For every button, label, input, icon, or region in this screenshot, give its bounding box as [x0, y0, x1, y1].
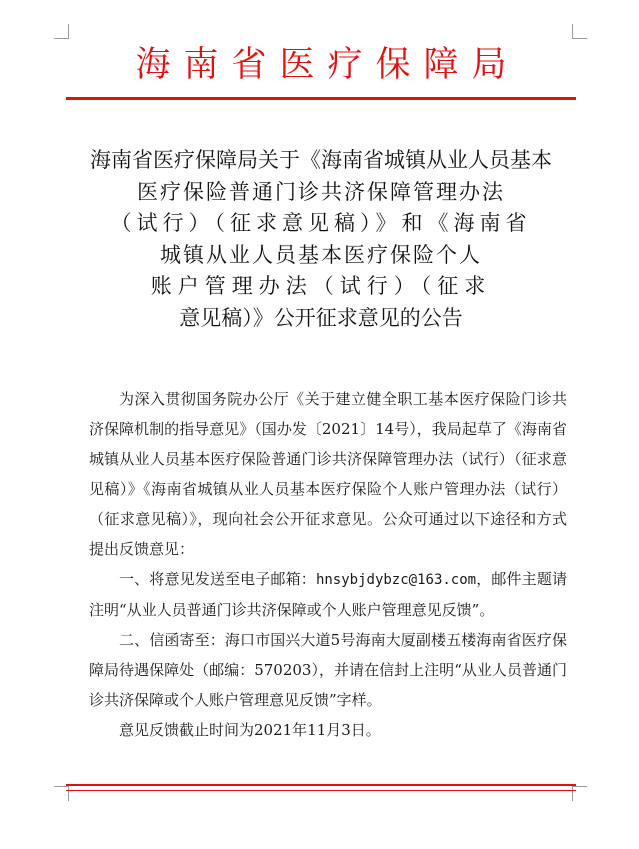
title-line: 海南省医疗保障局关于《海南省城镇从业人员基本: [90, 148, 552, 172]
feedback-email-address: hnsybjdybzc@163.com: [315, 572, 477, 588]
email-method-note: ，邮件主题请注明“从业人员普通门诊共济保障或个人账户管理意见反馈”。: [89, 570, 567, 619]
title-line: 医疗保险普通门诊共济保障管理办法: [137, 179, 505, 204]
document-body: [89, 384, 567, 745]
title-line: 账户管理办法（试行）（征求: [150, 274, 492, 298]
footer-red-rule: [66, 784, 576, 786]
feedback-method-mail: 二、信函寄至：海口市国兴大道5号海南大厦副楼五楼海南省医疗保障局待遇保障处（邮编：570203），并请在信封上注明“从业人员普通门诊共济保障或个人账户管理意见反馈”字样。: [89, 631, 567, 709]
title-line: （试行）（征求意见稿）》和《海南省: [110, 211, 532, 235]
intro-paragraph: 为深入贯彻国务院办公厅《关于建立健全职工基本医疗保险门诊共济保障机制的指导意见》（国办发〔2021〕14号），我局起草了《海南省城镇从业人员基本医疗保险普通门诊共济保障管理办法（试行）（征求意见稿）》《海南省城镇从业人员基本医疗保险个人账户管理办法（试行）（征求意见稿）》，现向社会公开征求意见。公众可通过以下途径和方式提出反馈意见：: [89, 390, 567, 558]
footer-red-rule-thin: [66, 790, 576, 791]
agency-masthead: 海南省医疗保障局: [135, 45, 520, 85]
title-line: 城镇从业人员基本医疗保险个人: [160, 242, 482, 267]
margin-corner-mark: [54, 786, 69, 801]
masthead-red-rule: [66, 97, 576, 100]
document-title: [80, 145, 562, 334]
email-method-text: 一、将意见发送至电子邮箱：: [119, 570, 316, 588]
margin-corner-mark: [572, 24, 587, 39]
feedback-method-email: [89, 564, 567, 625]
margin-corner-mark: [572, 786, 587, 801]
margin-corner-mark: [54, 24, 69, 39]
title-line: 意见稿）》公开征求意见的公告: [179, 305, 463, 330]
feedback-deadline: 意见反馈截止时间为2021年11月3日。: [119, 721, 381, 739]
